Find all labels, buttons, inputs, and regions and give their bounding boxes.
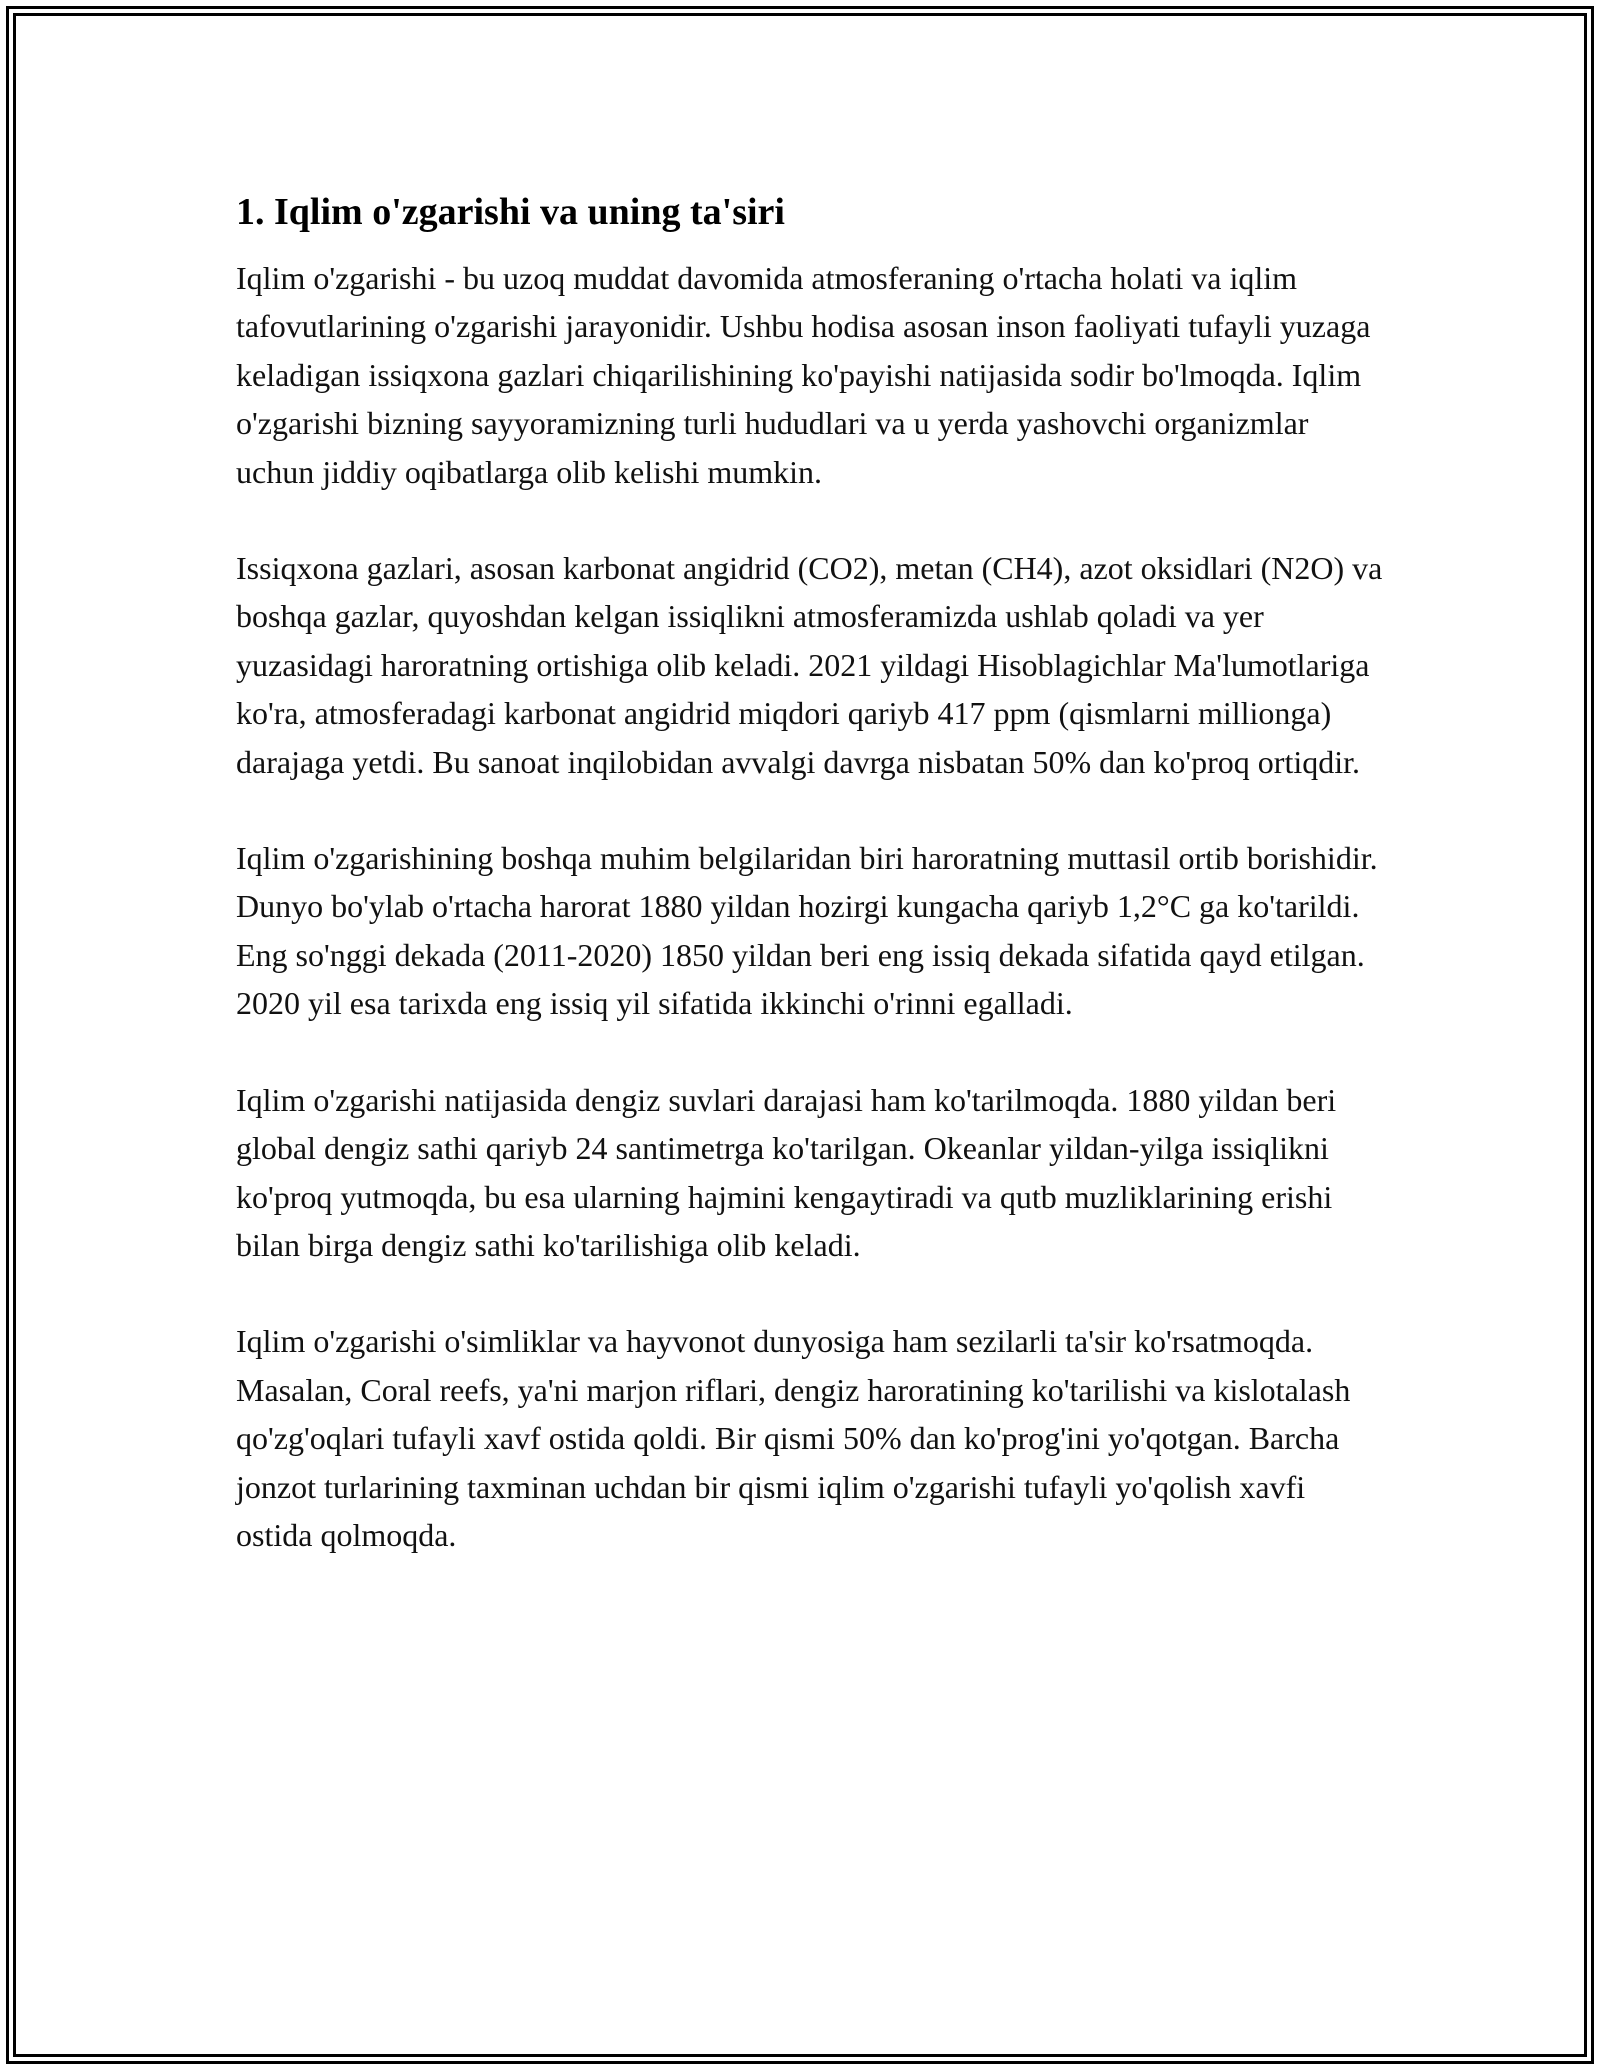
paragraph-intro: Iqlim o'zgarishi - bu uzoq muddat davomida atmosferaning o'rtacha holati va iqlim tafovutlarining o'zgarishi jarayonidir. Ushbu hodisa asosan inson faoliyati tufayli yuzaga keladigan issiqxona gazlari chiqarilishining ko'payishi natijasida sodir bo'lmoqda. Iqlim o'zgarishi bizning sayyoramizning turli hududlari va u yerda yashovchi organizmlar uchun jiddiy oqibatlarga olib kelishi mumkin.	[236, 260, 1371, 490]
document-body	[236, 186, 1386, 1607]
paragraph-temperature: Iqlim o'zgarishining boshqa muhim belgilaridan biri haroratning muttasil ortib borishidir. Dunyo bo'ylab o'rtacha harorat 1880 yildan hozirgi kungacha qariyb 1,2°C ga ko'tarildi. Eng so'nggi dekada (2011-2020) 1850 yildan beri eng issiq dekada sifatida qayd etilgan. 2020 yil esa tarixda eng issiq yil sifatida ikkinchi o'rinni egalladi.	[236, 840, 1378, 1022]
paragraph-ecosystems: Iqlim o'zgarishi o'simliklar va hayvonot dunyosiga ham sezilarli ta'sir ko'rsatmoqda. Masalan, Coral reefs, ya'ni marjon riflari, dengiz haroratining ko'tarilishi va kislotalash qo'zg'oqlari tufayli xavf ostida qoldi. Bir qismi 50% dan ko'prog'ini yo'qotgan. Barcha jonzot turlarining taxminan uchdan bir qismi iqlim o'zgarishi tufayli yo'qolish xavfi ostida qolmoqda.	[236, 1323, 1351, 1553]
paragraph-greenhouse-gases: Issiqxona gazlari, asosan karbonat angidrid (CO2), metan (CH4), azot oksidlari (N2O) va boshqa gazlar, quyoshdan kelgan issiqlikni atmosferamizda ushlab qoladi va yer yuzasidagi haroratning ortishiga olib keladi. 2021 yildagi Hisoblagichlar Ma'lumotlariga ko'ra, atmosferadagi karbonat angidrid miqdori qariyb 417 ppm (qismlarni millionga) darajaga yetdi. Bu sanoat inqilobidan avvalgi davrga nisbatan 50% dan ko'proq ortiqdir.	[236, 550, 1383, 780]
section-heading: 1. Iqlim o'zgarishi va uning ta'siri	[236, 191, 785, 233]
paragraph-sea-level: Iqlim o'zgarishi natijasida dengiz suvlari darajasi ham ko'tarilmoqda. 1880 yildan beri global dengiz sathi qariyb 24 santimetrga ko'tarilgan. Okeanlar yildan-yilga issiqlikni ko'proq yutmoqda, bu esa ularning hajmini kengaytiradi va qutb muzliklarining erishi bilan birga dengiz sathi ko'tarilishiga olib keladi.	[236, 1081, 1337, 1263]
